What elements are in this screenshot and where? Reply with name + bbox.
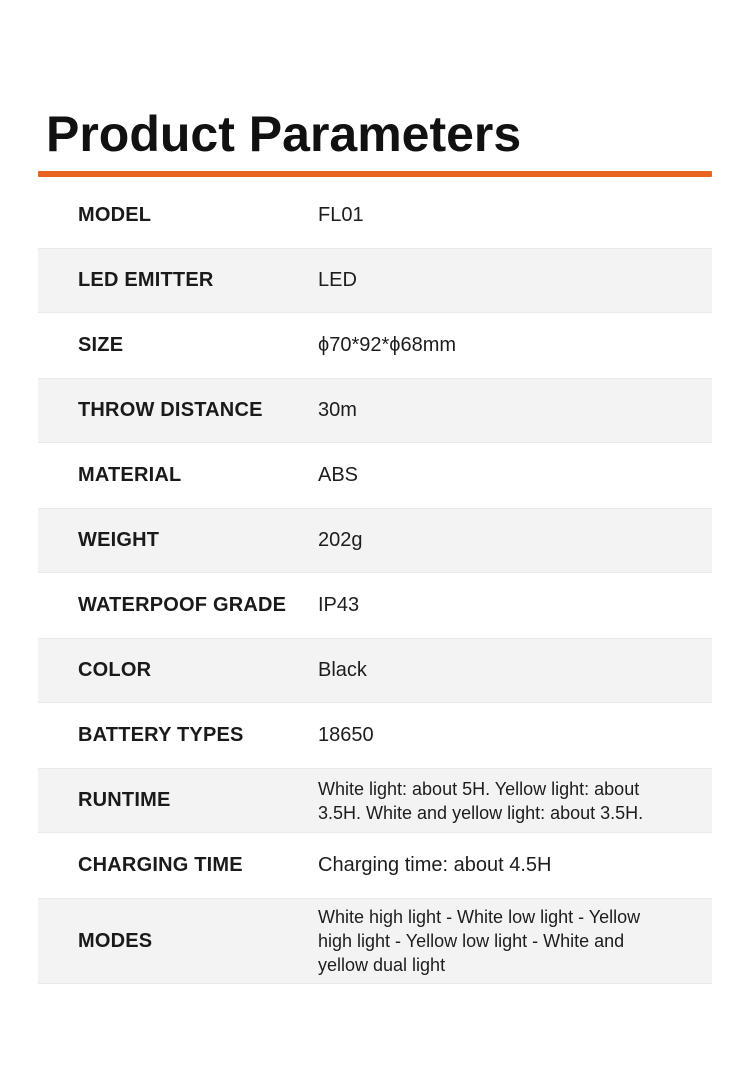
- param-label: SIZE: [78, 334, 124, 356]
- table-row: [38, 443, 712, 508]
- param-value: Charging time: about 4.5H: [318, 854, 552, 876]
- param-label: LED EMITTER: [78, 269, 214, 291]
- param-value: LED: [318, 269, 357, 291]
- accent-divider: [38, 171, 712, 177]
- table-row: [38, 573, 712, 638]
- param-label: COLOR: [78, 659, 152, 681]
- table-row: [38, 768, 712, 833]
- table-row: [38, 508, 712, 573]
- param-value: White high light - White low light - Yellow high light - Yellow low light - White and yellow dual light: [318, 907, 641, 975]
- param-label: BATTERY TYPES: [78, 724, 244, 746]
- page-title: Product Parameters: [46, 106, 522, 162]
- param-value: IP43: [318, 594, 360, 616]
- table-row: [38, 638, 712, 703]
- param-label: RUNTIME: [78, 789, 171, 811]
- param-label: WATERPOOF GRADE: [78, 594, 287, 616]
- table-row: [38, 248, 712, 313]
- param-label: MODEL: [78, 204, 152, 226]
- table-row: [38, 378, 712, 443]
- table-row: [38, 833, 712, 898]
- param-value: ϕ70*92*ϕ68mm: [318, 334, 457, 356]
- table-row: [38, 313, 712, 378]
- param-value: White light: about 5H. Yellow light: about 3.5H. White and yellow light: about 3.5H.: [318, 778, 644, 823]
- table-row: [38, 898, 712, 984]
- param-label: MODES: [78, 929, 153, 952]
- param-value: FL01: [318, 204, 364, 226]
- param-label: WEIGHT: [78, 529, 160, 551]
- param-value: 202g: [318, 529, 363, 551]
- spec-table: [38, 183, 712, 984]
- param-value: ABS: [318, 464, 359, 486]
- param-value: Black: [318, 659, 367, 681]
- param-label: MATERIAL: [78, 464, 182, 486]
- param-label: THROW DISTANCE: [78, 399, 263, 421]
- param-value: 18650: [318, 724, 374, 746]
- table-row: [38, 703, 712, 768]
- param-label: CHARGING TIME: [78, 854, 243, 876]
- param-value: 30m: [318, 399, 357, 421]
- table-row: [38, 183, 712, 248]
